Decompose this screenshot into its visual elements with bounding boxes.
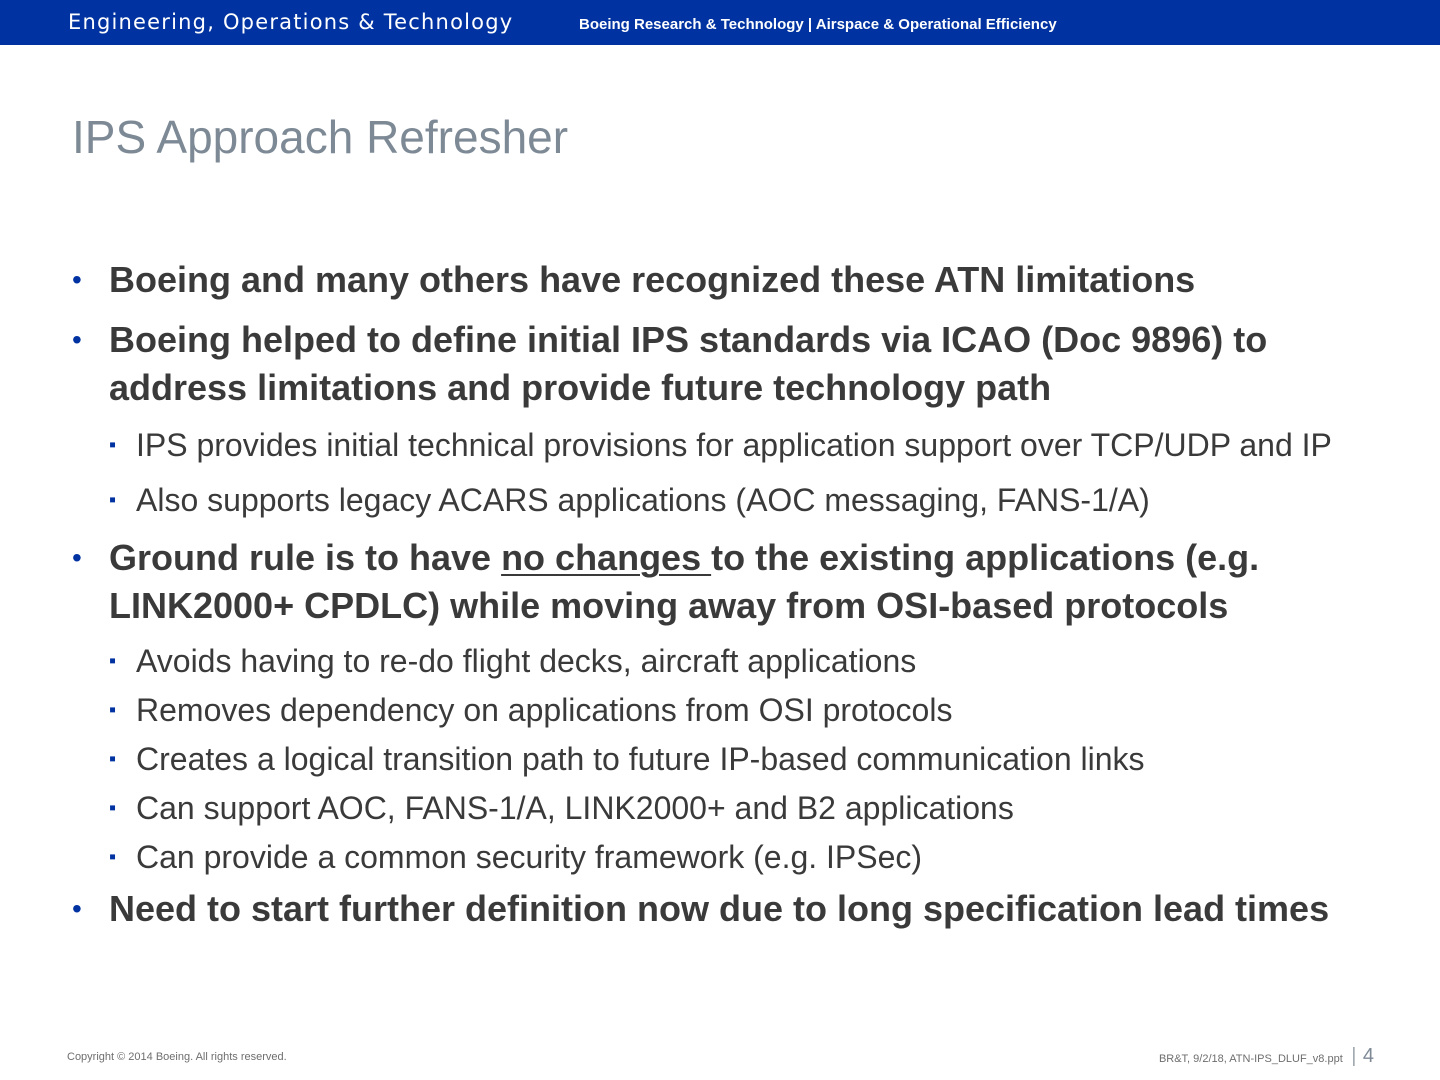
bullet-square-icon: ▪ [109, 434, 117, 456]
bullet-square-icon: ▪ [109, 699, 117, 721]
underlined-emphasis: no changes [501, 537, 712, 578]
sub-bullet-item [109, 836, 1372, 878]
footer-info [1159, 1045, 1374, 1068]
bullet-square-icon: ▪ [109, 650, 117, 672]
page-number: 4 [1362, 1045, 1374, 1067]
sub-bullet-item [109, 640, 1372, 682]
sub-bullet-item [109, 424, 1372, 466]
bullet-text-before: Ground rule is to have [109, 537, 502, 578]
department-title: Boeing Research & Technology | Airspace & Operational Efficiency [579, 16, 1057, 33]
bullet-item [72, 885, 1372, 933]
sub-bullet-text: IPS provides initial technical provisions for application support over TCP/UDP and IP [136, 427, 1332, 463]
bullet-square-icon: ▪ [109, 748, 117, 770]
bullet-text: Boeing and many others have recognized these ATN limitations [109, 259, 1196, 300]
bullet-dot-icon: • [72, 542, 82, 573]
sub-bullet-item [109, 738, 1372, 780]
sub-bullet-item [109, 787, 1372, 829]
bullet-dot-icon: • [72, 264, 82, 295]
sub-bullet-text: Creates a logical transition path to future IP-based communication links [136, 741, 1145, 777]
bullet-square-icon: ▪ [109, 489, 117, 511]
bullet-text: Boeing helped to define initial IPS standards via ICAO (Doc 9896) to address limitations and provide future technology path [109, 319, 1268, 408]
bullet-dot-icon: • [72, 324, 82, 355]
sub-bullet-text: Can provide a common security framework (e.g. IPSec) [136, 839, 923, 875]
copyright-notice: Copyright © 2014 Boeing. All rights reserved. [67, 1051, 287, 1063]
sub-bullet-text: Also supports legacy ACARS applications (AOC messaging, FANS-1/A) [136, 482, 1150, 518]
slide-title: IPS Approach Refresher [72, 111, 569, 163]
bullet-item [72, 316, 1372, 412]
bullet-item [72, 256, 1372, 304]
bullet-dot-icon: • [72, 893, 82, 924]
file-reference: BR&T, 9/2/18, ATN-IPS_DLUF_v8.ppt [1158, 1053, 1343, 1065]
sub-bullet-text: Can support AOC, FANS-1/A, LINK2000+ and B2 applications [136, 790, 1014, 826]
sub-bullet-text: Avoids having to re-do flight decks, aircraft applications [136, 643, 917, 679]
bullet-square-icon: ▪ [109, 797, 117, 819]
sub-bullet-text: Removes dependency on applications from OSI protocols [136, 692, 953, 728]
org-title: Engineering, Operations & Technology [68, 10, 514, 34]
sub-bullet-item [109, 689, 1372, 731]
sub-bullet-item [109, 479, 1372, 521]
bullet-square-icon: ▪ [109, 846, 117, 868]
footer-separator: | [1351, 1045, 1357, 1067]
bullet-text: Need to start further definition now due to long specification lead times [109, 888, 1330, 929]
bullet-text-after: to the existing applications (e.g. LINK2000+ CPDLC) while moving away from OSI-based protocols [109, 537, 1260, 626]
header-bar [0, 0, 1440, 45]
bullet-item [72, 534, 1372, 630]
slide-body [72, 256, 1372, 945]
